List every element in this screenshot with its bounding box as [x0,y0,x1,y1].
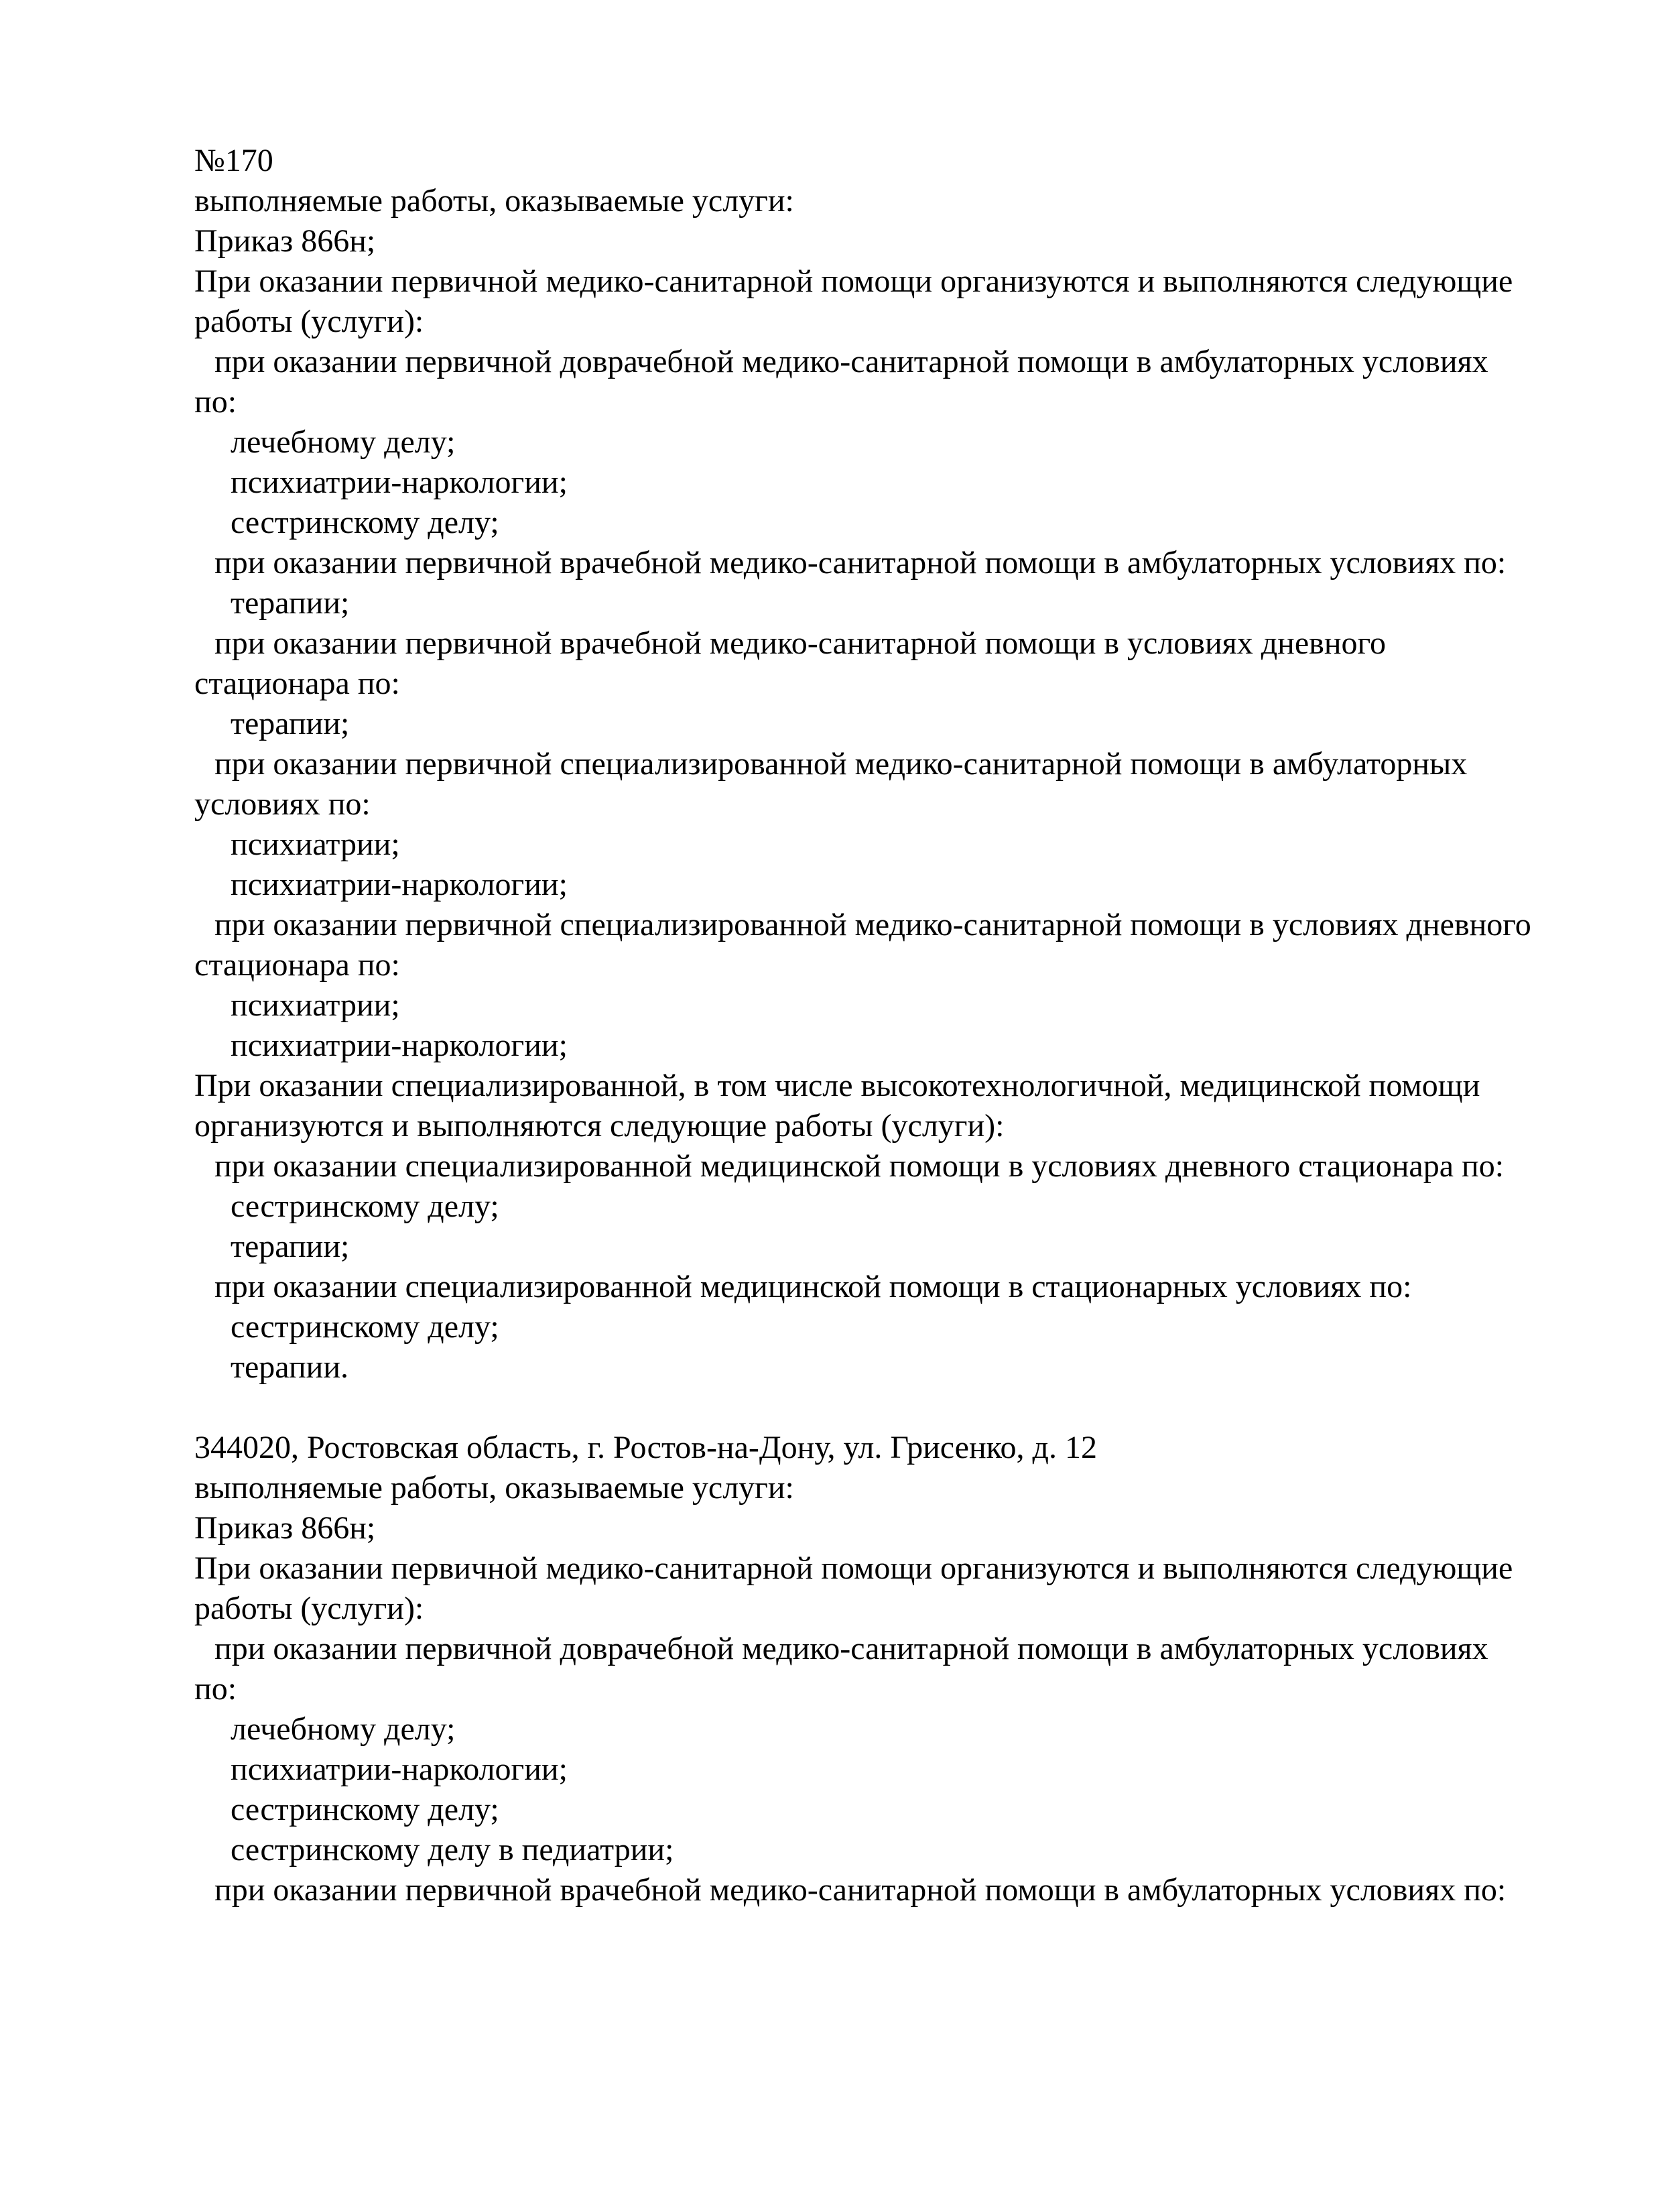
text-line: терапии; [231,1229,350,1264]
text-line: терапии. [231,1349,349,1385]
text-line: психиатрии-наркологии; [231,1752,568,1787]
text-line: условиях по: [194,786,371,822]
text-line: психиатрии-наркологии; [231,867,568,902]
text-line: сестринскому делу; [231,1792,499,1827]
text-line: лечебному делу; [231,1711,456,1747]
text-line: работы (услуги): [194,304,424,339]
text-line: сестринскому делу; [231,1309,499,1345]
text-line: Приказ 866н; [194,223,376,259]
text-line: При оказании первичной медико-санитарной помощи организуются и выполняются следующие [194,1550,1513,1586]
text-line: при оказании первичной специализированной медико-санитарной помощи в условиях дневного [214,907,1531,942]
text-line: психиатрии-наркологии; [231,465,568,500]
text-line: при оказании первичной доврачебной медико-санитарной помощи в амбулаторных условиях [214,1631,1488,1666]
text-line: при оказании специализированной медицинской помощи в условиях дневного стационара по: [214,1148,1505,1184]
text-line: по: [194,1671,237,1707]
text-line: при оказании первичной врачебной медико-санитарной помощи в амбулаторных условиях по: [214,1872,1507,1908]
text-line: при оказании специализированной медицинской помощи в стационарных условиях по: [214,1269,1412,1304]
text-line: При оказании специализированной, в том числе высокотехнологичной, медицинской помощи [194,1068,1480,1103]
text-line: выполняемые работы, оказываемые услуги: [194,1470,794,1506]
text-line: стационара по: [194,947,400,983]
text-line: при оказании первичной врачебной медико-санитарной помощи в амбулаторных условиях по: [214,545,1507,580]
text-line: при оказании первичной врачебной медико-санитарной помощи в условиях дневного [214,625,1386,661]
text-line: лечебному делу; [231,424,456,460]
text-line: 344020, Ростовская область, г. Ростов-на-Дону, ул. Грисенко, д. 12 [194,1430,1097,1465]
text-line: терапии; [231,706,350,741]
text-line: по: [194,384,237,420]
text-line: №170 [194,143,273,178]
text-line: работы (услуги): [194,1591,424,1626]
text-line: при оказании первичной специализированной медико-санитарной помощи в амбулаторных [214,746,1468,782]
text-line: стационара по: [194,666,400,701]
text-line: организуются и выполняются следующие работы (услуги): [194,1108,1005,1144]
text-line: психиатрии; [231,826,400,862]
text-line: выполняемые работы, оказываемые услуги: [194,183,794,219]
text-line: Приказ 866н; [194,1510,376,1546]
text-line: психиатрии-наркологии; [231,1028,568,1063]
text-line: сестринскому делу в педиатрии; [231,1832,674,1867]
text-line: терапии; [231,585,350,621]
text-line: психиатрии; [231,987,400,1023]
text-line: сестринскому делу; [231,505,499,540]
text-line: сестринскому делу; [231,1188,499,1224]
license-works-section-2 [0,1428,1662,1910]
license-works-section-1 [0,141,1662,1388]
text-line: при оказании первичной доврачебной медико-санитарной помощи в амбулаторных условиях [214,344,1488,379]
text-line: При оказании первичной медико-санитарной помощи организуются и выполняются следующие [194,263,1513,299]
